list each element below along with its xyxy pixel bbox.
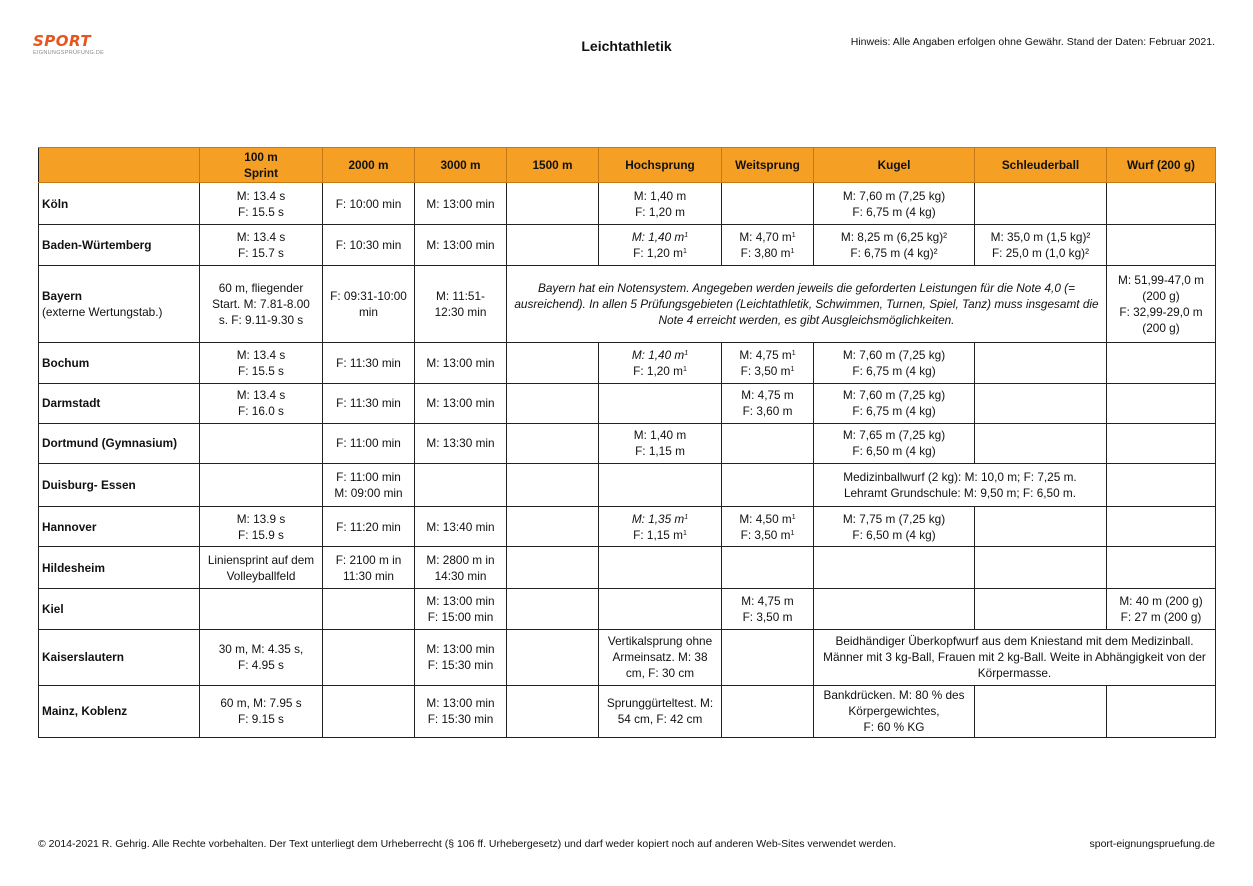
site-url: sport-eignungspruefung.de (1089, 838, 1215, 850)
table-row (39, 225, 1216, 266)
table-cell (975, 547, 1107, 589)
table-cell: M: 7,60 m (7,25 kg) F: 6,75 m (4 kg) (814, 383, 975, 423)
column-header: Schleuderball (975, 148, 1107, 183)
table-cell (975, 383, 1107, 423)
table-cell (722, 463, 814, 506)
table-cell (599, 383, 722, 423)
table-cell: Bankdrücken. M: 80 % des Körpergewichtes, F: 60 % KG (814, 685, 975, 737)
table-cell: M: 35,0 m (1,5 kg)² F: 25,0 m (1,0 kg)² (975, 225, 1107, 266)
table-cell (599, 463, 722, 506)
table-cell: M: 13:00 min F: 15:30 min (415, 629, 507, 685)
table-header-row (39, 148, 1216, 183)
table-row (39, 342, 1216, 383)
column-header: 1500 m (507, 148, 599, 183)
table-cell: M: 13:00 min F: 15:00 min (415, 589, 507, 629)
table-cell (1107, 507, 1216, 547)
city-name: Baden-Würtemberg (39, 225, 200, 266)
disclaimer-note: Hinweis: Alle Angaben erfolgen ohne Gewähr. Stand der Daten: Februar 2021. (850, 36, 1215, 48)
table-cell: M: 8,25 m (6,25 kg)² F: 6,75 m (4 kg)² (814, 225, 975, 266)
table-row (39, 423, 1216, 463)
table-cell (507, 589, 599, 629)
table-cell: F: 11:20 min (323, 507, 415, 547)
bayern-note: Bayern hat ein Notensystem. Angegeben werden jeweils die geforderten Leistungen für die Note 4,0 (= ausreichend). In allen 5 Prüfungsgebieten (Leichtathletik, Schwimmen, Turnen, Spiel, Tanz) muss insgesamt die Note 4 erreicht werden, es gibt Ausgleichsmöglichkeiten. (507, 266, 1107, 342)
column-header: Wurf (200 g) (1107, 148, 1216, 183)
table-cell: M: 13.4 s F: 15.7 s (200, 225, 323, 266)
table-cell (1107, 342, 1216, 383)
table-cell (975, 423, 1107, 463)
table-cell: M: 7,60 m (7,25 kg) F: 6,75 m (4 kg) (814, 342, 975, 383)
table-cell (599, 589, 722, 629)
table-cell: M: 2800 m in 14:30 min (415, 547, 507, 589)
logo-subtitle: EIGNUNGSPRÜFUNG.DE (33, 50, 105, 56)
table-cell: M: 13:00 min (415, 183, 507, 225)
city-name: Köln (39, 183, 200, 225)
table-row (39, 507, 1216, 547)
table-cell: F: 11:30 min (323, 342, 415, 383)
table-cell: F: 11:30 min (323, 383, 415, 423)
table-cell: M: 13:30 min (415, 423, 507, 463)
copyright-text: © 2014-2021 R. Gehrig. Alle Rechte vorbehalten. Der Text unterliegt dem Urheberrecht (§ 106 ff. Urhebergesetz) und darf weder kopiert noch auf anderen Web-Sites verwendet werden. (38, 838, 897, 850)
table-cell (975, 685, 1107, 737)
column-header: Kugel (814, 148, 975, 183)
table-cell: M: 13.9 s F: 15.9 s (200, 507, 323, 547)
city-name: Bayern (externe Wertungstab.) (39, 266, 200, 342)
table-row (39, 589, 1216, 629)
table-cell (975, 342, 1107, 383)
city-name: Kiel (39, 589, 200, 629)
table-cell (1107, 685, 1216, 737)
table-cell: M: 13:00 min (415, 383, 507, 423)
table-cell (722, 423, 814, 463)
table-cell: M: 13:00 min (415, 342, 507, 383)
kaiserslautern-note: Beidhändiger Überkopfwurf aus dem Kniestand mit dem Medizinball. Männer mit 3 kg-Ball, Frauen mit 2 kg-Ball. Weite in Abhängigkeit von der Körpermasse. (814, 629, 1216, 685)
table-cell: M: 4,75 m F: 3,60 m (722, 383, 814, 423)
table-cell (722, 183, 814, 225)
table-cell (1107, 225, 1216, 266)
table-cell: M: 1,40 $m^1$ F: 1,20 $m^1$ (599, 225, 722, 266)
table-cell (975, 589, 1107, 629)
column-header: Hochsprung (599, 148, 722, 183)
table-row (39, 383, 1216, 423)
table-cell (507, 507, 599, 547)
table-cell (599, 547, 722, 589)
city-name: Dortmund (Gymnasium) (39, 423, 200, 463)
table-cell (1107, 547, 1216, 589)
table-cell: Sprunggürteltest. M: 54 cm, F: 42 cm (599, 685, 722, 737)
column-header: 3000 m (415, 148, 507, 183)
table-cell (507, 685, 599, 737)
table-cell (323, 629, 415, 685)
header-corner (39, 148, 200, 183)
table-cell (507, 383, 599, 423)
city-name: Darmstadt (39, 383, 200, 423)
table-cell (507, 629, 599, 685)
table-cell: F: 11:00 min M: 09:00 min (323, 463, 415, 506)
table-cell: M: 1,35 $m^1$ F: 1,15 $m^1$ (599, 507, 722, 547)
table-cell (507, 342, 599, 383)
table-cell: M: 11:51- 12:30 min (415, 266, 507, 342)
table-cell (722, 685, 814, 737)
column-header: 100 m Sprint (200, 148, 323, 183)
table-cell: M: 1,40 m F: 1,20 m (599, 183, 722, 225)
table-cell: M: 4,50 $m^1$ F: 3,50 $m^1$ (722, 507, 814, 547)
table-cell (507, 547, 599, 589)
table-cell: M: 13.4 s F: 16.0 s (200, 383, 323, 423)
table-cell (323, 589, 415, 629)
table-cell (200, 463, 323, 506)
table-row (39, 547, 1216, 589)
table-cell: M: 7,65 m (7,25 kg) F: 6,50 m (4 kg) (814, 423, 975, 463)
city-name: Mainz, Koblenz (39, 685, 200, 737)
table-row (39, 463, 1216, 506)
table-cell (722, 629, 814, 685)
page-title: Leichtathletik (581, 38, 672, 54)
table-cell: F: 10:30 min (323, 225, 415, 266)
city-name: Hannover (39, 507, 200, 547)
table-cell (507, 463, 599, 506)
table-cell: M: 4,70 $m^1$ F: 3,80 $m^1$ (722, 225, 814, 266)
table-cell: M: 1,40 m F: 1,15 m (599, 423, 722, 463)
table-cell: Liniensprint auf dem Volleyballfeld (200, 547, 323, 589)
city-name: Bochum (39, 342, 200, 383)
city-name: Hildesheim (39, 547, 200, 589)
table-cell: M: 13.4 s F: 15.5 s (200, 183, 323, 225)
table-cell: F: 11:00 min (323, 423, 415, 463)
table-cell: F: 09:31-10:00 min (323, 266, 415, 342)
table-cell (415, 463, 507, 506)
table-cell: M: 13.4 s F: 15.5 s (200, 342, 323, 383)
city-name: Duisburg- Essen (39, 463, 200, 506)
table-cell (1107, 383, 1216, 423)
table-cell: F: 2100 m in 11:30 min (323, 547, 415, 589)
column-header: 2000 m (323, 148, 415, 183)
table-cell (975, 183, 1107, 225)
table-cell: M: 1,40 $m^1$ F: 1,20 $m^1$ (599, 342, 722, 383)
table-cell: M: 51,99-47,0 m (200 g) F: 32,99-29,0 m (200 g) (1107, 266, 1216, 342)
table-cell: M: 7,75 m (7,25 kg) F: 6,50 m (4 kg) (814, 507, 975, 547)
table-cell (507, 225, 599, 266)
table-cell: 60 m, M: 7.95 s F: 9.15 s (200, 685, 323, 737)
city-name: Kaiserslautern (39, 629, 200, 685)
table-cell (722, 547, 814, 589)
table-row (39, 685, 1216, 737)
table-cell: M: 7,60 m (7,25 kg) F: 6,75 m (4 kg) (814, 183, 975, 225)
table-cell (1107, 423, 1216, 463)
table-row (39, 183, 1216, 225)
table-cell: M: 4,75 m F: 3,50 m (722, 589, 814, 629)
table-cell (507, 423, 599, 463)
table-cell: F: 10:00 min (323, 183, 415, 225)
table-cell (975, 507, 1107, 547)
table-cell: M: 13:00 min (415, 225, 507, 266)
table-cell (1107, 463, 1216, 506)
table-row (39, 266, 1216, 342)
table-cell: Vertikalsprung ohne Armeinsatz. M: 38 cm, F: 30 cm (599, 629, 722, 685)
logo-wordmark: SPORT (33, 32, 92, 50)
table-cell (507, 183, 599, 225)
table-cell (323, 685, 415, 737)
table-cell: 30 m, M: 4.35 s, F: 4.95 s (200, 629, 323, 685)
table-cell: 60 m, fliegender Start. M: 7.81-8.00 s. F: 9.11-9.30 s (200, 266, 323, 342)
table-cell (814, 589, 975, 629)
table-row (39, 629, 1216, 685)
table-cell (1107, 183, 1216, 225)
table-cell: M: 4,75 $m^1$ F: 3,50 $m^1$ (722, 342, 814, 383)
table-cell (200, 589, 323, 629)
table-cell: M: 13:40 min (415, 507, 507, 547)
table-cell (814, 547, 975, 589)
table-cell (200, 423, 323, 463)
duisburg-note: Medizinballwurf (2 kg): M: 10,0 m; F: 7,25 m. Lehramt Grundschule: M: 9,50 m; F: 6,50 m. (814, 463, 1107, 506)
column-header: Weitsprung (722, 148, 814, 183)
requirements-table (38, 147, 1216, 738)
table-cell: M: 13:00 min F: 15:30 min (415, 685, 507, 737)
table-cell: M: 40 m (200 g) F: 27 m (200 g) (1107, 589, 1216, 629)
